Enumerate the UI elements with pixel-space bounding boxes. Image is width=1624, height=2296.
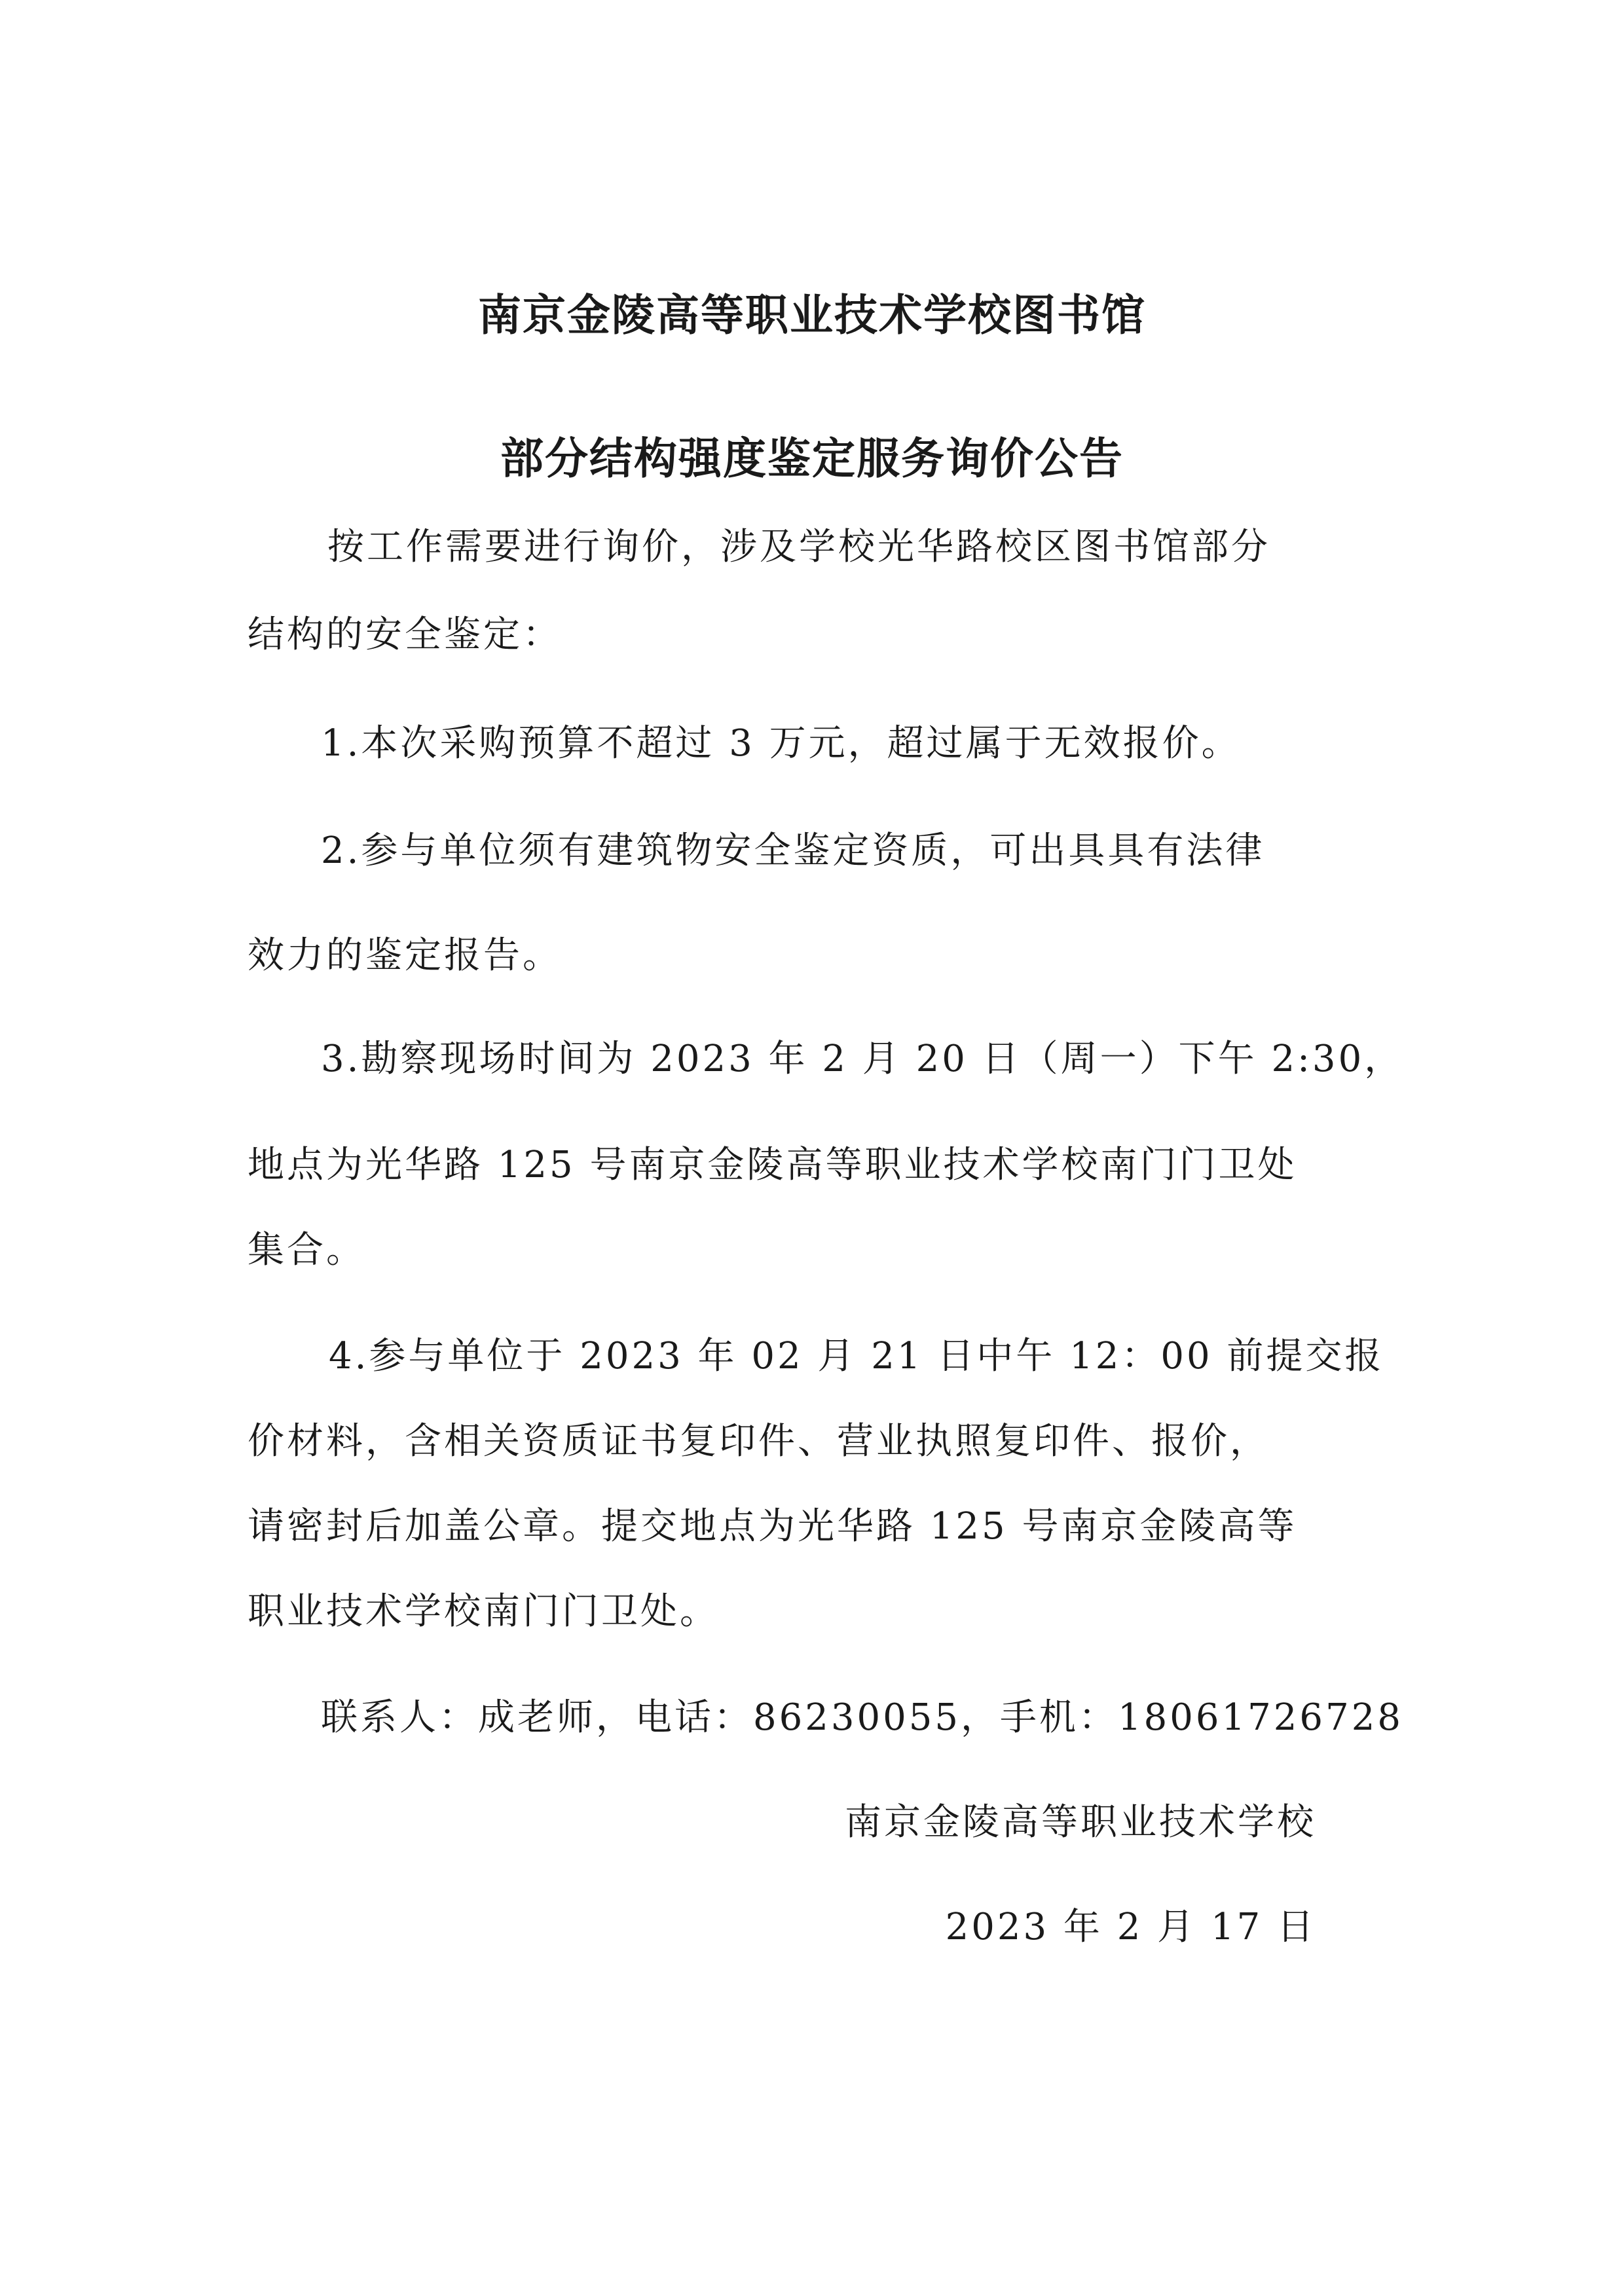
item-4-line-3: 请密封后加盖公章。提交地点为光华路 125 号南京金陵高等: [248, 1505, 1297, 1548]
item-1-line-1: 1.本次采购预算不超过 3 万元，超过属于无效报价。: [321, 722, 1241, 765]
signature-date: 2023 年 2 月 17 日: [945, 1906, 1316, 1948]
signature-organization: 南京金陵高等职业技术学校: [845, 1801, 1316, 1844]
notice-title-line-1: 南京金陵高等职业技术学校图书馆: [478, 290, 1146, 340]
item-3-line-2: 地点为光华路 125 号南京金陵高等职业技术学校南门门卫处: [248, 1144, 1297, 1186]
item-4-line-4: 职业技术学校南门门卫处。: [248, 1590, 719, 1633]
item-4-line-1: 4.参与单位于 2023 年 02 月 21 日中午 12：00 前提交报: [329, 1335, 1384, 1377]
intro-line-1: 按工作需要进行询价，涉及学校光华路校区图书馆部分: [327, 526, 1270, 568]
item-3-line-1: 3.勘察现场时间为 2023 年 2 月 20 日（周一）下午 2:30，: [321, 1038, 1404, 1080]
item-2-line-1: 2.参与单位须有建筑物安全鉴定资质，可出具具有法律: [321, 829, 1265, 872]
notice-title-line-2: 部分结构强度鉴定服务询价公告: [500, 433, 1124, 484]
item-4-line-2: 价材料，含相关资质证书复印件、营业执照复印件、报价，: [248, 1420, 1269, 1463]
item-2-line-2: 效力的鉴定报告。: [248, 934, 562, 977]
item-3-line-3: 集合。: [248, 1229, 365, 1271]
contact-info: 联系人：成老师，电话：86230055，手机：18061726728: [321, 1696, 1403, 1739]
intro-line-2: 结构的安全鉴定：: [248, 613, 562, 656]
